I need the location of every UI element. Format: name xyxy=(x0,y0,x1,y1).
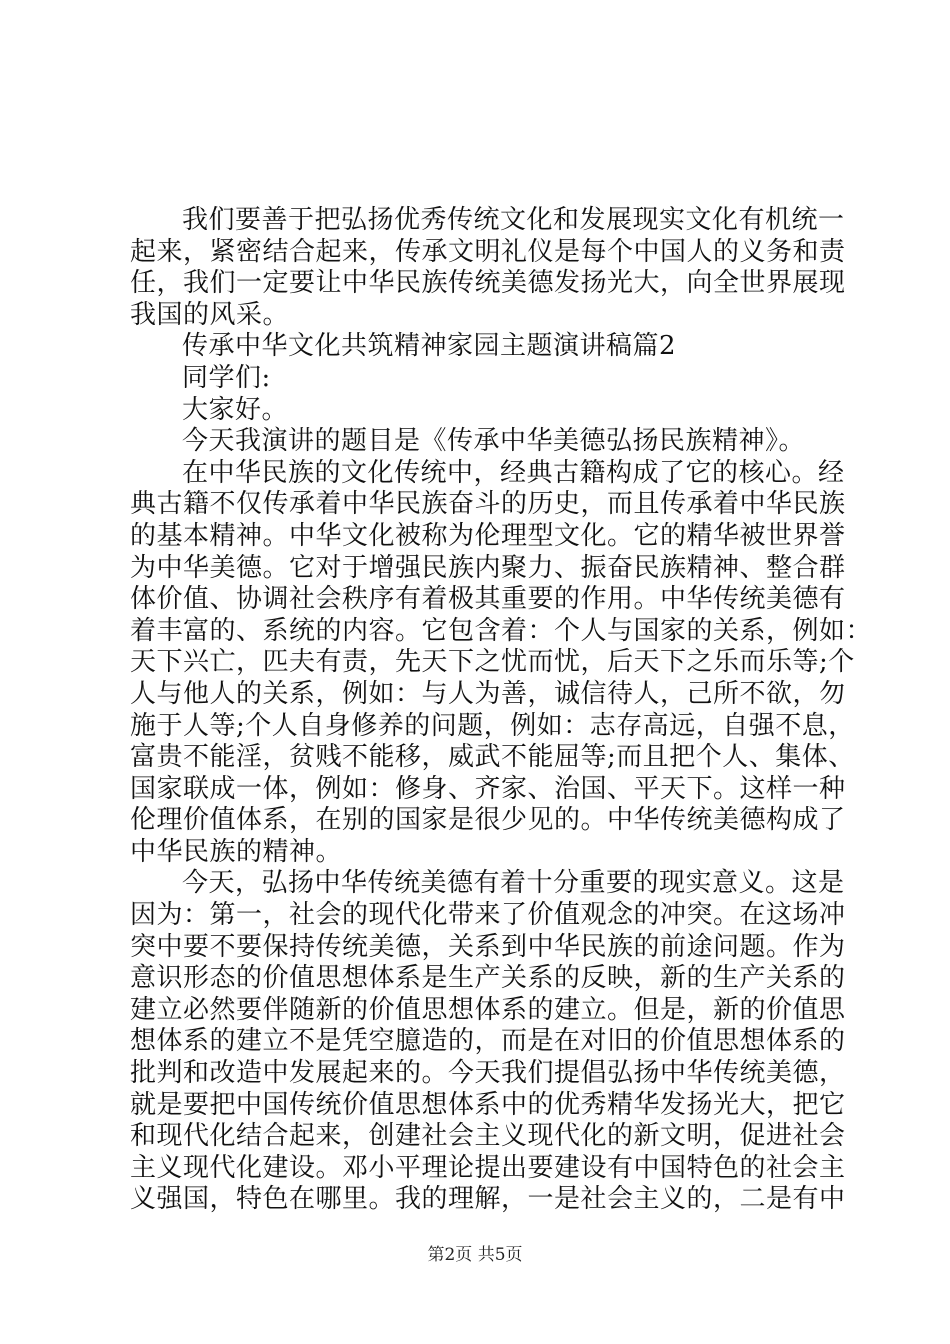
text-line: 在中华民族的文化传统中，经典古籍构成了它的核心。经 xyxy=(182,457,845,488)
text-line: 中华民族的精神。 xyxy=(130,836,343,867)
greeting: 大家好。 xyxy=(182,394,289,425)
text-line: 人与他人的关系，例如：与人为善，诚信待人，己所不欲，勿 xyxy=(130,678,846,709)
text-line: 富贵不能淫，贫贱不能移，威武不能屈等;而且把个人、集体、 xyxy=(130,742,855,773)
text-line: 想体系的建立不是凭空臆造的，而是在对旧的价值思想体系的 xyxy=(130,1026,846,1057)
paragraph-3 xyxy=(130,868,846,1216)
text-line: 施于人等;个人自身修养的问题，例如：志存高远，自强不息， xyxy=(130,710,855,741)
text-line: 批判和改造中发展起来的。今天我们提倡弘扬中华传统美德， xyxy=(130,1058,846,1089)
page-footer: 第2页 共5页 xyxy=(427,1245,523,1265)
text-line: 体价值、协调社会秩序有着极其重要的作用。中华传统美德有 xyxy=(130,584,846,615)
text-line: 意识形态的价值思想体系是生产关系的反映，新的生产关系的 xyxy=(130,963,846,994)
text-line: 建立必然要伴随新的价值思想体系的建立。但是，新的价值思 xyxy=(130,994,846,1025)
document-body xyxy=(130,205,873,1216)
speech-topic: 今天我演讲的题目是《传承中华美德弘扬民族精神》。 xyxy=(182,426,806,457)
text-line: 突中要不要保持传统美德，关系到中华民族的前途问题。作为 xyxy=(130,931,846,962)
text-line: 国家联成一体，例如：修身、齐家、治国、平天下。这样一种 xyxy=(130,773,846,804)
text-line: 义强国，特色在哪里。我的理解，一是社会主义的，二是有中 xyxy=(130,1184,846,1215)
text-line: 天下兴亡，匹夫有责，先天下之忧而忧，后天下之乐而乐等;个 xyxy=(130,647,855,678)
text-line: 今天，弘扬中华传统美德有着十分重要的现实意义。这是 xyxy=(182,868,845,899)
text-line: 的基本精神。中华文化被称为伦理型文化。它的精华被世界誉 xyxy=(130,520,846,551)
text-line: 典古籍不仅传承着中华民族奋斗的历史，而且传承着中华民族 xyxy=(130,489,846,520)
text-line: 我们要善于把弘扬优秀传统文化和发展现实文化有机统一 xyxy=(182,205,845,235)
text-line: 就是要把中国传统价值思想体系中的优秀精华发扬光大，把它 xyxy=(130,1089,846,1120)
paragraph-1 xyxy=(130,205,846,331)
paragraph-2 xyxy=(130,457,873,869)
section-heading: 传承中华文化共筑精神家园主题演讲稿篇2 xyxy=(182,331,677,362)
text-line: 起来，紧密结合起来，传承文明礼仪是每个中国人的义务和责 xyxy=(130,236,846,267)
text-line: 伦理价值体系，在别的国家是很少见的。中华传统美德构成了 xyxy=(130,805,846,836)
salutation: 同学们: xyxy=(182,362,271,393)
text-line: 任，我们一定要让中华民族传统美德发扬光大，向全世界展现 xyxy=(130,268,846,299)
text-line: 和现代化结合起来，创建社会主义现代化的新文明，促进社会 xyxy=(130,1121,846,1152)
text-line: 着丰富的、系统的内容。它包含着：个人与国家的关系，例如： xyxy=(130,615,873,646)
text-line: 因为：第一，社会的现代化带来了价值观念的冲突。在这场冲 xyxy=(130,900,846,931)
text-line: 主义现代化建设。邓小平理论提出要建设有中国特色的社会主 xyxy=(130,1152,846,1183)
text-line: 我国的风采。 xyxy=(130,299,290,330)
text-line: 为中华美德。它对于增强民族内聚力、振奋民族精神、整合群 xyxy=(130,552,846,583)
